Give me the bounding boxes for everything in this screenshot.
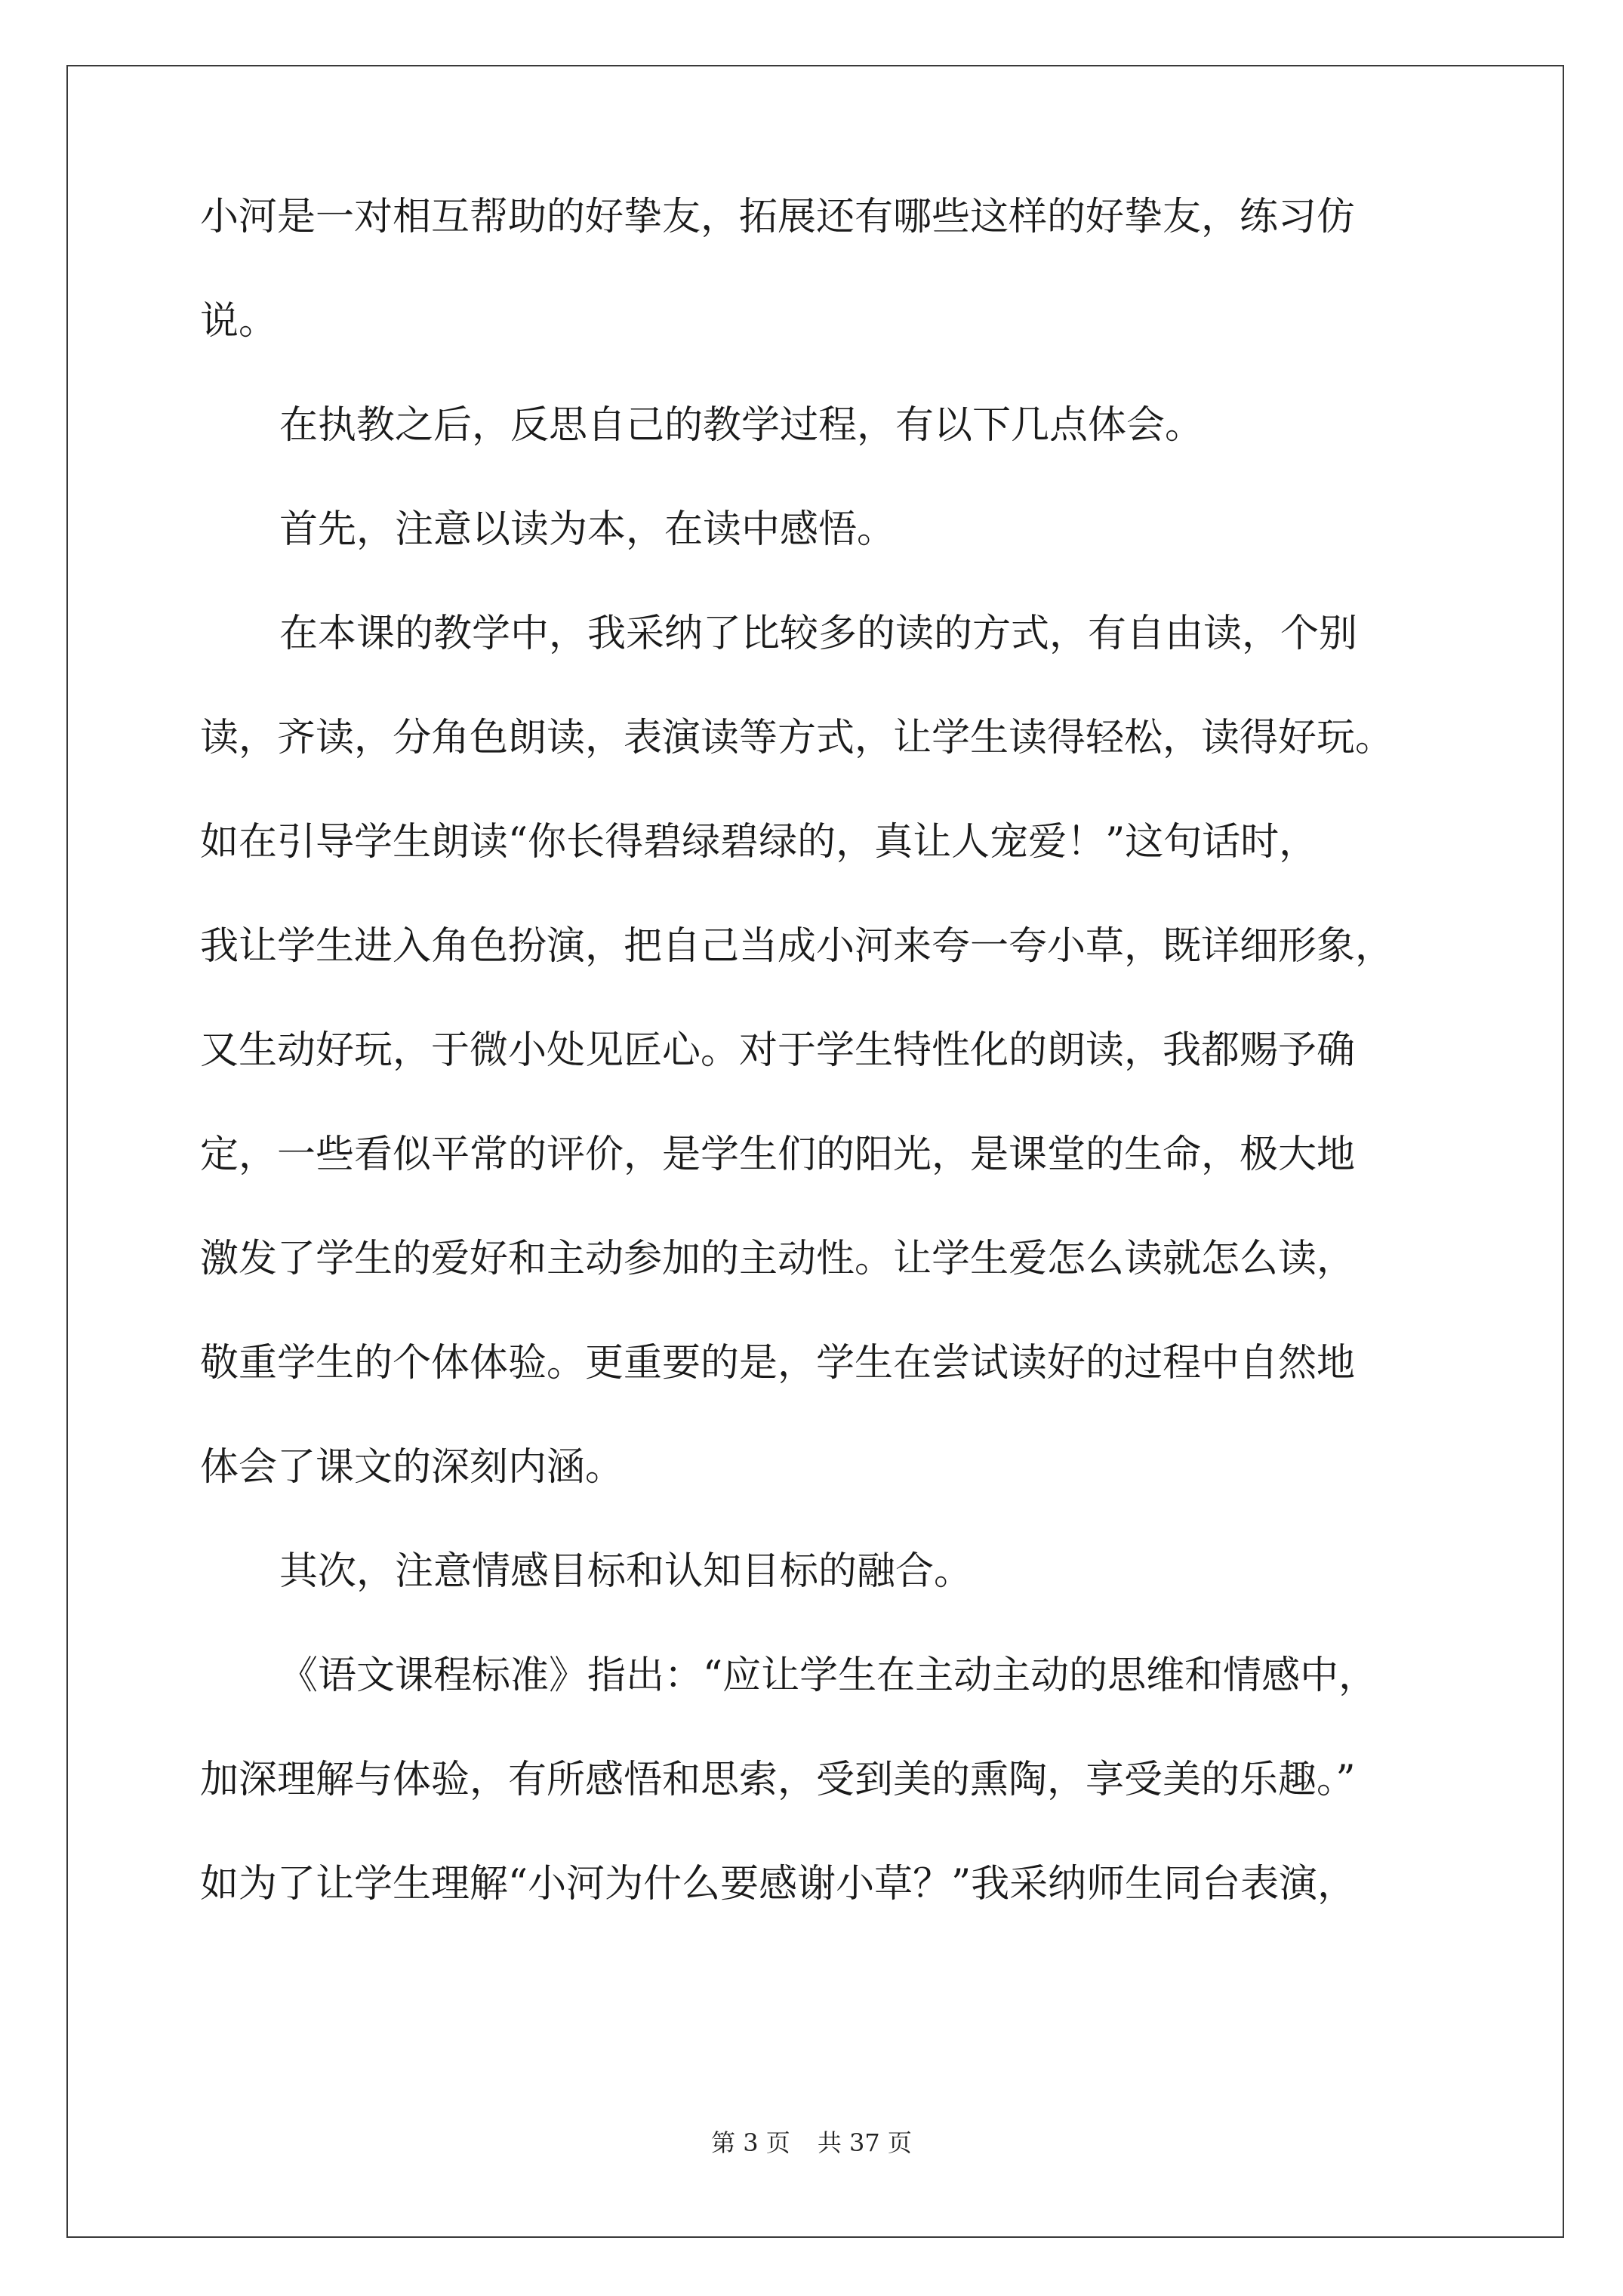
text-line: 如在引导学生朗读“你长得碧绿碧绿的，真让人宠爱！”这句话时，	[200, 820, 1318, 864]
text-line: 定，一些看似平常的评价，是学生们的阳光，是课堂的生命，极大地	[200, 1133, 1356, 1177]
text-line: 激发了学生的爱好和主动参加的主动性。让学生爱怎么读就怎么读，	[200, 1237, 1356, 1281]
text-line: 体会了课文的深刻内涵。	[200, 1445, 624, 1490]
page-footer	[0, 2128, 1623, 2158]
text-line: 加深理解与体验，有所感悟和思索，受到美的熏陶，享受美的乐趣。”	[200, 1758, 1356, 1802]
text-line: 又生动好玩，于微小处见匠心。对于学生特性化的朗读，我都赐予确	[200, 1028, 1356, 1073]
page-total: 共 37 页	[817, 2128, 912, 2157]
text-line: 在本课的教学中，我采纳了比较多的读的方式，有自由读，个别	[279, 612, 1358, 656]
text-line: 我让学生进入角色扮演，把自己当成小河来夸一夸小草，既详细形象，	[200, 924, 1394, 969]
text-line: 《语文课程标准》指出：“应让学生在主动主动的思维和情感中，	[279, 1653, 1378, 1698]
text-line: 首先，注意以读为本，在读中感悟。	[279, 507, 896, 552]
text-line: 说。	[200, 299, 278, 344]
page-number: 第 3 页	[711, 2128, 790, 2157]
text-line: 读，齐读，分角色朗读，表演读等方式，让学生读得轻松，读得好玩。	[200, 716, 1394, 760]
text-line: 其次，注意情感目标和认知目标的融合。	[279, 1549, 973, 1594]
text-line: 如为了让学生理解“小河为什么要感谢小草？”我采纳师生同台表演，	[200, 1862, 1357, 1906]
text-line: 小河是一对相互帮助的好挚友，拓展还有哪些这样的好挚友，练习仿	[200, 195, 1356, 239]
text-line: 敬重学生的个体体验。更重要的是，学生在尝试读好的过程中自然地	[200, 1341, 1356, 1385]
text-line: 在执教之后，反思自己的教学过程，有以下几点体会。	[279, 403, 1204, 448]
